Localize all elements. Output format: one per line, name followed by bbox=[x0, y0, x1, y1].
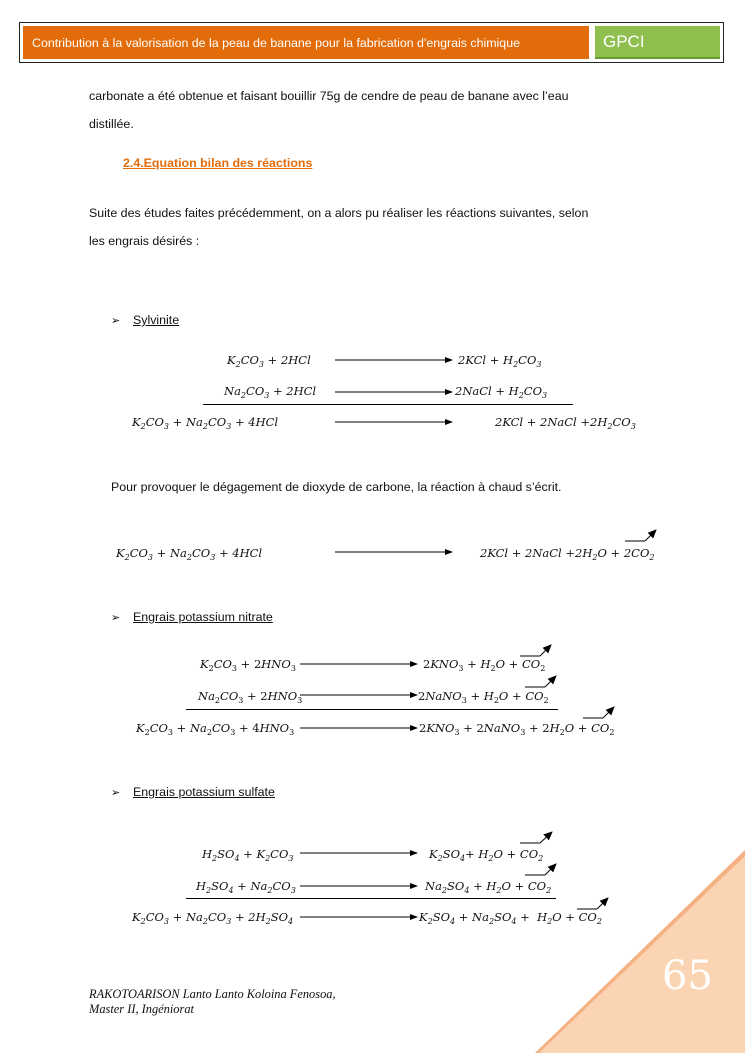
bullet-label: Engrais potassium sulfate bbox=[133, 785, 275, 799]
paragraph-2-line-2: les engrais désirés : bbox=[89, 234, 200, 248]
equation-nitrate-sum-left: $K_2CO_3 + Na_2CO_3 + 4HNO_3$ bbox=[136, 721, 295, 737]
gas-release-arrow bbox=[583, 707, 614, 718]
equation-sylvinite-sum-left: $K_2CO_3 + Na_2CO_3 + 4HCl$ bbox=[132, 415, 279, 431]
equation-sulfate-1-left: $H_2SO_4 + K_2CO_3$ bbox=[202, 847, 294, 863]
equation-sulfate-sum-right: $K_2SO_4 + Na_2SO_4 + H_2O + CO_2$ bbox=[419, 910, 602, 926]
arrow-bullet-icon: ➢ bbox=[111, 612, 121, 624]
equation-sulfate-1-right: $K_2SO_4+ H_2O + CO_2$ bbox=[429, 847, 544, 863]
hot-reaction-text: Pour provoquer le dégagement de dioxyde de carbone, la réaction à chaud s’écrit. bbox=[111, 480, 562, 494]
equation-nitrate-2-right: 2NaNO$_3$ + $H_2O + CO_2$ bbox=[418, 689, 549, 705]
paragraph-1-line-2: distillée. bbox=[89, 117, 134, 131]
equation-nitrate-2-left: $Na_2CO_3 + 2HNO_3$ bbox=[198, 689, 303, 705]
header-tag: GPCI bbox=[595, 26, 720, 59]
equation-sylvinite-sum-right: 2KCl + 2NaCl $+2H_2CO_3$ bbox=[495, 415, 636, 431]
equation-hot-right: 2KCl + 2NaCl $+2H_2O + 2CO_2$ bbox=[480, 546, 655, 562]
gas-release-arrow bbox=[577, 898, 608, 909]
equation-nitrate-sum-right: $2KNO_3$ + 2NaNO$_3$ + $2H_2O + CO_2$ bbox=[419, 721, 615, 737]
equation-sylvinite-1-right: $2KCl + H_2CO_3$ bbox=[458, 353, 542, 369]
gas-release-arrow bbox=[520, 645, 551, 656]
gas-release-arrow bbox=[520, 832, 552, 843]
equation-nitrate-1-right: $2KNO_3 + H_2O + CO_2$ bbox=[423, 657, 546, 673]
gas-release-arrow bbox=[525, 864, 556, 875]
gas-release-arrow bbox=[625, 530, 656, 541]
page-number: 65 bbox=[662, 953, 713, 999]
section-heading: 2.4.Equation bilan des réactions bbox=[123, 156, 313, 170]
equation-hot-left: $K_2CO_3 + Na_2CO_3 + 4HCl$ bbox=[116, 546, 263, 562]
equation-sulfate-2-left: $H_2SO_4 + Na_2CO_3$ bbox=[196, 879, 296, 895]
arrow-bullet-icon: ➢ bbox=[111, 315, 121, 327]
gas-release-arrow bbox=[525, 676, 556, 687]
footer-author: RAKOTOARISON Lanto Lanto Koloina Fenosoa, bbox=[89, 987, 336, 1001]
bullet-label: Engrais potassium nitrate bbox=[133, 610, 273, 624]
page-footer bbox=[89, 987, 336, 1017]
paragraph-1-line-1: carbonate a été obtenue et faisant bouillir 75g de cendre de peau de banane avec l’eau bbox=[89, 89, 569, 103]
equation-sulfate-sum-left: $K_2CO_3 + Na_2CO_3 + 2H_2SO_4$ bbox=[132, 910, 294, 926]
paragraph-2-line-1: Suite des études faites précédemment, on a alors pu réaliser les réactions suivantes, selon bbox=[89, 206, 589, 220]
bullet-label: Sylvinite bbox=[133, 313, 180, 327]
header-title: Contribution à la valorisation de la peau de banane pour la fabrication d'engrais chimique bbox=[23, 26, 589, 59]
footer-degree: Master II, Ingéniorat bbox=[89, 1002, 194, 1016]
arrow-bullet-icon: ➢ bbox=[111, 787, 121, 799]
equation-sylvinite-2-right: 2NaCl + $H_2CO_3$ bbox=[455, 384, 548, 400]
equation-sylvinite-1-left: $K_2CO_3 + 2HCl$ bbox=[227, 353, 311, 369]
equation-sulfate-2-right: $Na_2SO_4 + H_2O + CO_2$ bbox=[425, 879, 552, 895]
equation-sylvinite-2-left: $Na_2CO_3 + 2HCl$ bbox=[224, 384, 317, 400]
equation-nitrate-1-left: $K_2CO_3 + 2HNO_3$ bbox=[200, 657, 296, 673]
